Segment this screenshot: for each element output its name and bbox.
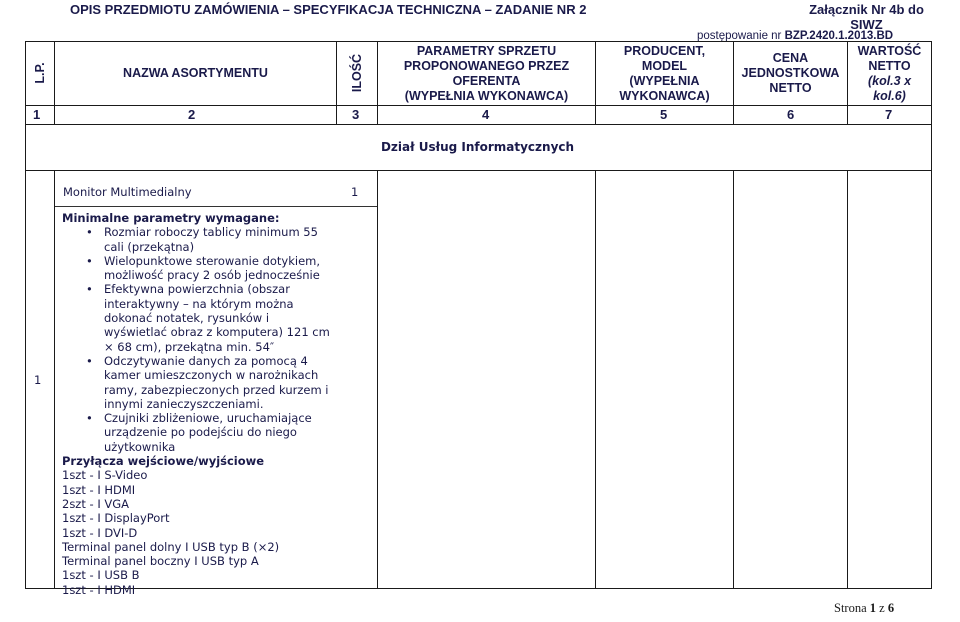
- col-net-value-line-2: NETTO: [868, 58, 911, 73]
- col-lp-header: L.P.: [33, 62, 47, 84]
- list-item: [104, 254, 342, 283]
- min-params-heading: Minimalne parametry wymagane:: [62, 211, 280, 225]
- list-item-line: dokonać notatek, rysunków i: [104, 311, 270, 326]
- list-item-line: wyświetlać obraz z komputera) 121 cm: [104, 325, 330, 340]
- list-item-line: • Rozmiar roboczy tablicy minimum 55: [104, 225, 318, 240]
- io-line: 1szt - I DisplayPort: [62, 511, 170, 526]
- section-heading: Dział Usług Informatycznych: [380, 140, 575, 154]
- header-rule: [25, 105, 931, 106]
- page-current: 1: [869, 601, 877, 615]
- col-number-4: 4: [482, 107, 490, 122]
- col-number-1: 1: [33, 107, 41, 122]
- procedure-code: BZP.2420.1.2013.BD: [784, 30, 894, 42]
- col-producer-line-3: (WYPEŁNIA: [629, 73, 700, 88]
- col-divider-6: [847, 170, 848, 589]
- col-params-header: [378, 42, 595, 105]
- io-line: 2szt - I VGA: [62, 496, 130, 511]
- col-name-header: NAZWA ASORTYMENTU: [123, 66, 268, 80]
- io-line: 1szt - I HDMI: [62, 582, 136, 597]
- list-item-line: • Wielopunktowe sterowanie dotykiem,: [104, 253, 321, 268]
- list-item: [104, 225, 342, 254]
- page-word: Strona: [834, 601, 867, 615]
- annex-line-2: SIWZ: [850, 17, 883, 32]
- page-total: 6: [887, 601, 895, 615]
- list-item-line: interaktywny – na którym można: [104, 296, 294, 311]
- row-lp: 1: [34, 373, 42, 387]
- list-item-line: kamer umieszczonych w narożnikach: [104, 368, 319, 383]
- list-item: [104, 282, 342, 353]
- col-net-value-line-1: WARTOŚĆ: [857, 43, 922, 58]
- item-quantity: 1: [351, 185, 359, 199]
- list-item-line: • Efektywna powierzchnia (obszar: [104, 282, 290, 297]
- requirements-list: [62, 225, 342, 454]
- list-item-line: • Odczytywanie danych za pomocą 4: [104, 353, 308, 368]
- item-specification: [62, 211, 342, 597]
- annex-line-1: Załącznik Nr 4b do: [809, 2, 924, 17]
- io-heading: Przyłącza wejściowe/wyjściowe: [62, 454, 265, 469]
- col-qty-header: ILOŚĆ: [350, 53, 364, 93]
- col-divider-5: [733, 170, 734, 589]
- col-params-line-1: PARAMETRY SPRZETU: [416, 43, 557, 58]
- section-rule: [25, 170, 931, 171]
- col-params-line-2: PROPONOWANEGO PRZEZ: [403, 58, 570, 73]
- list-item-line: użytkownika: [104, 439, 176, 454]
- io-line: 1szt - I HDMI: [62, 482, 136, 497]
- col-divider-3: [377, 170, 378, 589]
- item-name-rule: [55, 206, 377, 207]
- col-divider-1: [54, 170, 55, 589]
- col-number-7: 7: [885, 107, 893, 122]
- col-number-3: 3: [352, 107, 360, 122]
- list-item-line: innymi zanieczyszczeniami.: [104, 396, 264, 411]
- number-row-rule: [25, 124, 931, 125]
- list-item-line: cali (przekątna): [104, 239, 195, 254]
- io-line: 1szt - I S-Video: [62, 468, 148, 483]
- list-item: [104, 354, 342, 411]
- item-name: Monitor Multimedialny: [63, 185, 192, 199]
- io-line: Terminal panel boczny I USB typ A: [62, 554, 259, 569]
- col-params-line-4: (WYPEŁNIA WYKONAWCA): [404, 88, 569, 103]
- col-params-line-3: OFERENTA: [452, 73, 521, 88]
- col-number-6: 6: [787, 107, 795, 122]
- procedure-prefix: postępowanie nr: [697, 30, 785, 42]
- list-item-line: • Czujniki zbliżeniowe, uruchamiające: [104, 411, 312, 426]
- list-item-line: × 68 cm), przekątna min. 54″: [104, 339, 275, 354]
- list-item-line: możliwość pracy 2 osób jednocześnie: [104, 268, 320, 283]
- page-counter: [834, 601, 894, 616]
- col-unit-price-line-3: NETTO: [769, 81, 812, 95]
- col-divider-2-head: [336, 41, 337, 124]
- col-divider-4: [595, 170, 596, 589]
- annex-label: [803, 2, 930, 32]
- list-item-line: urządzenie po podejściu do niego: [104, 425, 297, 440]
- io-line: 1szt - I DVI-D: [62, 525, 138, 540]
- col-producer-line-4: WYKONAWCA): [619, 88, 710, 103]
- col-number-5: 5: [660, 107, 668, 122]
- page-separator: z: [879, 601, 885, 615]
- col-producer-line-1: PRODUCENT,: [623, 43, 706, 58]
- list-item: [104, 411, 342, 454]
- io-line: Terminal panel dolny I USB typ B (×2): [62, 539, 280, 554]
- list-item-line: ramy, zabezpieczonych przed kurzem i: [104, 382, 329, 397]
- col-net-value-header: [848, 42, 931, 105]
- col-producer-header: [596, 42, 733, 105]
- col-unit-price-header: [734, 42, 847, 105]
- document-title: OPIS PRZEDMIOTU ZAMÓWIENIA – SPECYFIKACJA TECHNICZNA – ZADANIE NR 2: [70, 2, 587, 17]
- col-unit-price-line-1: CENA: [772, 51, 809, 65]
- io-line: 1szt - I USB B: [62, 568, 140, 583]
- col-net-value-line-4: kol.6): [873, 88, 906, 103]
- table-border-right: [931, 41, 932, 589]
- table-border-left: [25, 41, 26, 589]
- col-net-value-line-3: (kol.3 x: [867, 73, 912, 88]
- col-producer-line-2: MODEL: [641, 58, 688, 73]
- col-unit-price-line-2: JEDNOSTKOWA: [741, 66, 840, 80]
- col-number-2: 2: [188, 107, 196, 122]
